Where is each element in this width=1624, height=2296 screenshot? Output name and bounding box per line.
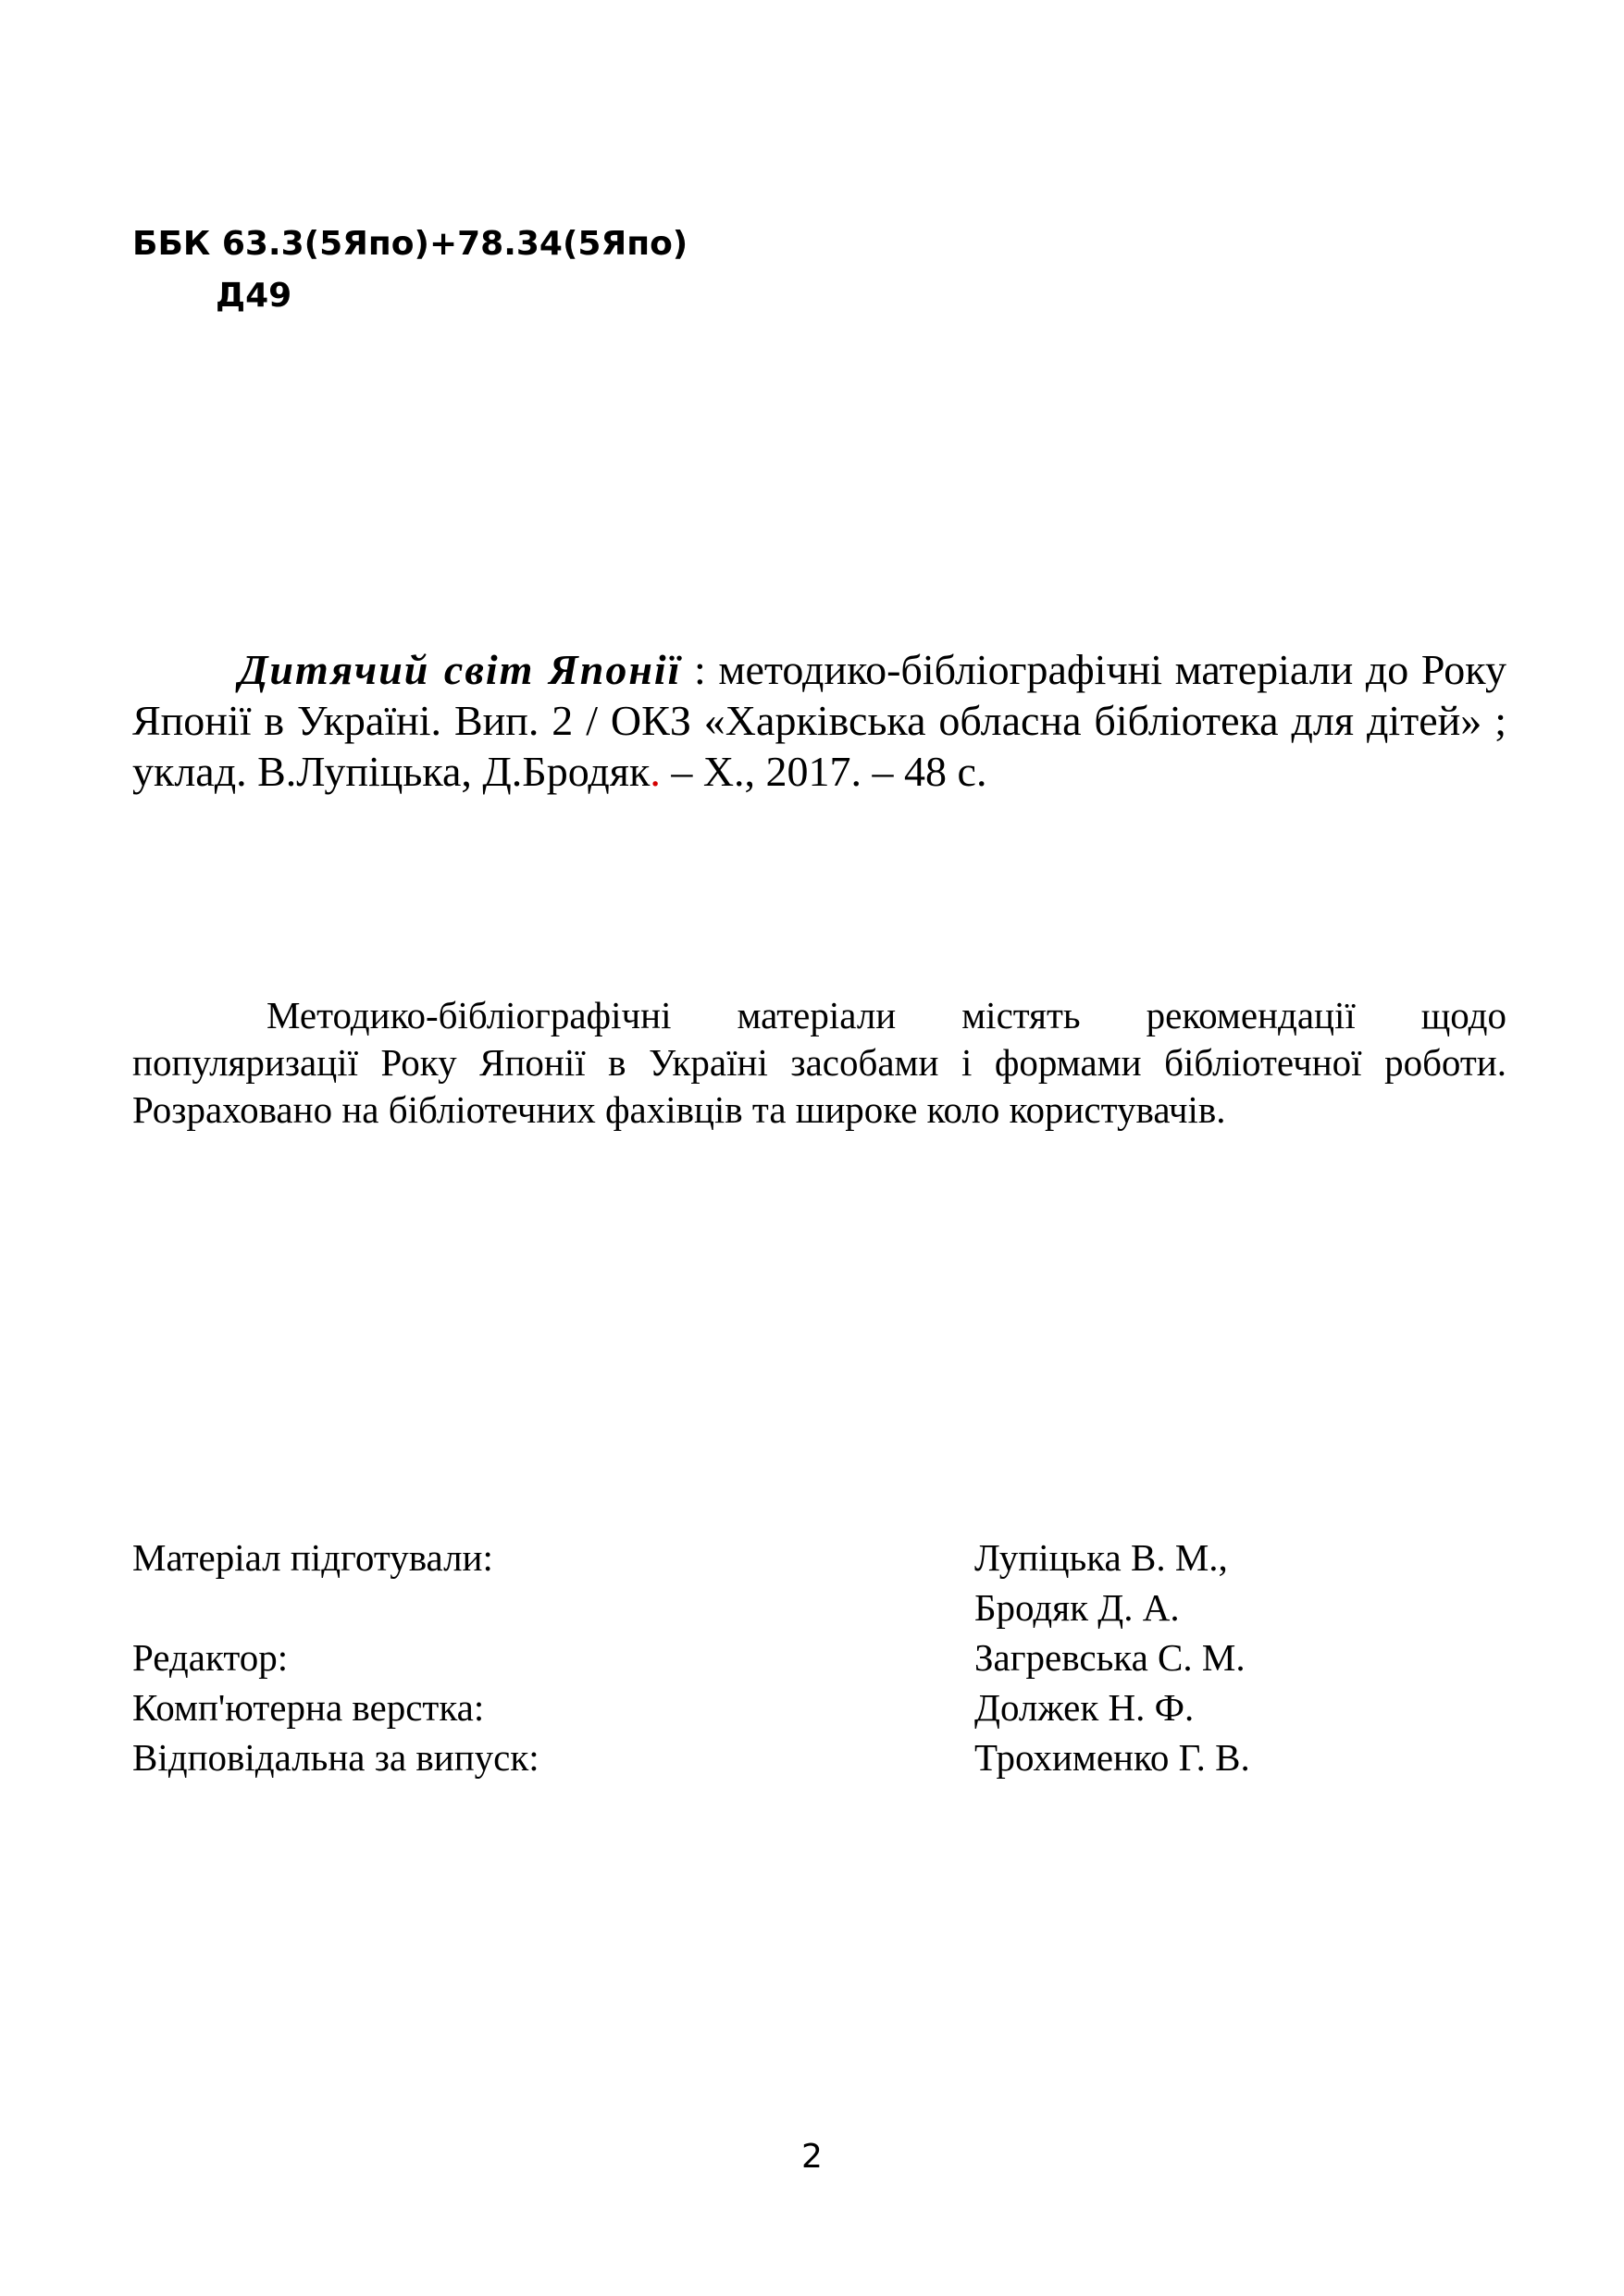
- credit-name: Лупіцька В. М.,: [974, 1536, 1228, 1579]
- annotation-paragraph: [132, 992, 1506, 1134]
- credit-name: Должек Н. Ф.: [974, 1686, 1195, 1729]
- page-number: 2: [801, 2138, 823, 2176]
- credit-row: [132, 1533, 1506, 1582]
- credit-role: Матеріал підготували:: [132, 1536, 493, 1579]
- credit-row: [132, 1682, 1506, 1732]
- credit-row: [132, 1732, 1506, 1782]
- credit-role: Відповідальна за випуск:: [132, 1736, 539, 1779]
- credit-name: Бродяк Д. А.: [974, 1586, 1180, 1629]
- description-body: : методико-бібліографічні матеріали до Року Японії в Україні. Вип. 2 / ОКЗ «Харківська обласна бібліотека для дітей» ; уклад. В.Лупіцька, Д.Бродяк: [132, 646, 1506, 795]
- annotation-text: Методико-бібліографічні матеріали містять рекомендації щодо популяризації Року Японії в Україні засобами і формами бібліотечної роботи. Розраховано на бібліотечних фахівців та широке коло користувачів.: [132, 994, 1506, 1131]
- description-tail: – Х., 2017. – 48 с.: [660, 748, 987, 795]
- bibliographic-description: [132, 644, 1506, 797]
- red-dot-mark: .: [650, 748, 661, 795]
- credits-block: [132, 1533, 1506, 1782]
- credit-role: Редактор:: [132, 1636, 289, 1679]
- credit-role: [132, 1582, 974, 1632]
- credit-row: [132, 1632, 1506, 1682]
- bbk-index: ББК 63.3(5Япо)+78.34(5Япо): [132, 225, 688, 263]
- credit-row: [132, 1582, 1506, 1632]
- credit-name: Трохименко Г. В.: [974, 1736, 1250, 1779]
- author-mark: Д49: [216, 277, 292, 315]
- publication-title: Дитячий світ Японії: [239, 646, 682, 693]
- credit-role: Комп'ютерна верстка:: [132, 1686, 485, 1729]
- classification-block: [132, 218, 688, 322]
- credit-name: Загревська С. М.: [974, 1636, 1246, 1679]
